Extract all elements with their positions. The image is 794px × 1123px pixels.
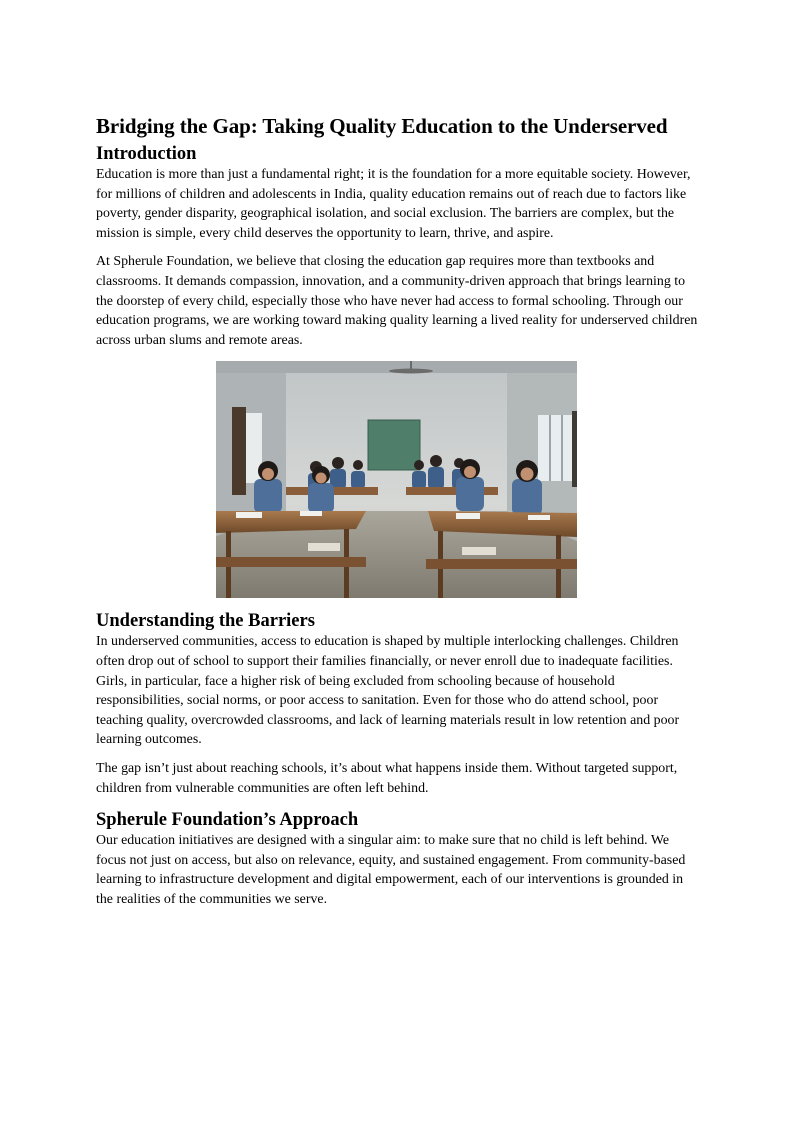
paragraph: In underserved communities, access to education is shaped by multiple interlocking challenges. Children often drop out of school to support their families financially, or never enroll due to inadequate facilities. Girls, in particular, face a higher risk of being excluded from schooling because of household responsibilities, social norms, or poor access to sanitation. Even for those who do attend school, poor teaching quality, overcrowded classrooms, and lack of learning materials result in low retention and poor learning outcomes.	[96, 634, 680, 748]
paragraph: The gap isn’t just about reaching schools, it’s about what happens inside them. Without targeted support, children from vulnerable communities are often left behind.	[96, 760, 678, 796]
section-heading-barriers: Understanding the Barriers	[96, 611, 315, 632]
paragraph: Education is more than just a fundamental right; it is the foundation for a more equitable society. However, for millions of children and adolescents in India, quality education remains out of reach due to factors like poverty, gender disparity, geographical isolation, and social exclusion. The barriers are complex, but the mission is simple, every child deserves the opportunity to learn, thrive, and aspire.	[96, 167, 691, 241]
section-heading-introduction: Introduction	[96, 144, 197, 164]
document-page	[96, 113, 702, 909]
paragraph: Our education initiatives are designed with a singular aim: to make sure that no child is left behind. We focus not just on access, but also on relevance, equity, and sustained engagement. From community-based learning to infrastructure development and digital empowerment, each of our interventions is grounded in the realities of the communities we serve.	[96, 833, 686, 907]
paragraph: At Spherule Foundation, we believe that closing the education gap requires more than textbooks and classrooms. It demands compassion, innovation, and a community-driven approach that brings learning to the doorstep of every child, especially those who have never had access to formal schooling. Through our education programs, we are working toward making quality learning a lived reality for underserved children across urban slums and remote areas.	[96, 254, 698, 348]
classroom-photo	[216, 361, 577, 598]
section-heading-approach: Spherule Foundation’s Approach	[96, 810, 359, 831]
document-title: Bridging the Gap: Taking Quality Education to the Underserved	[96, 114, 668, 138]
